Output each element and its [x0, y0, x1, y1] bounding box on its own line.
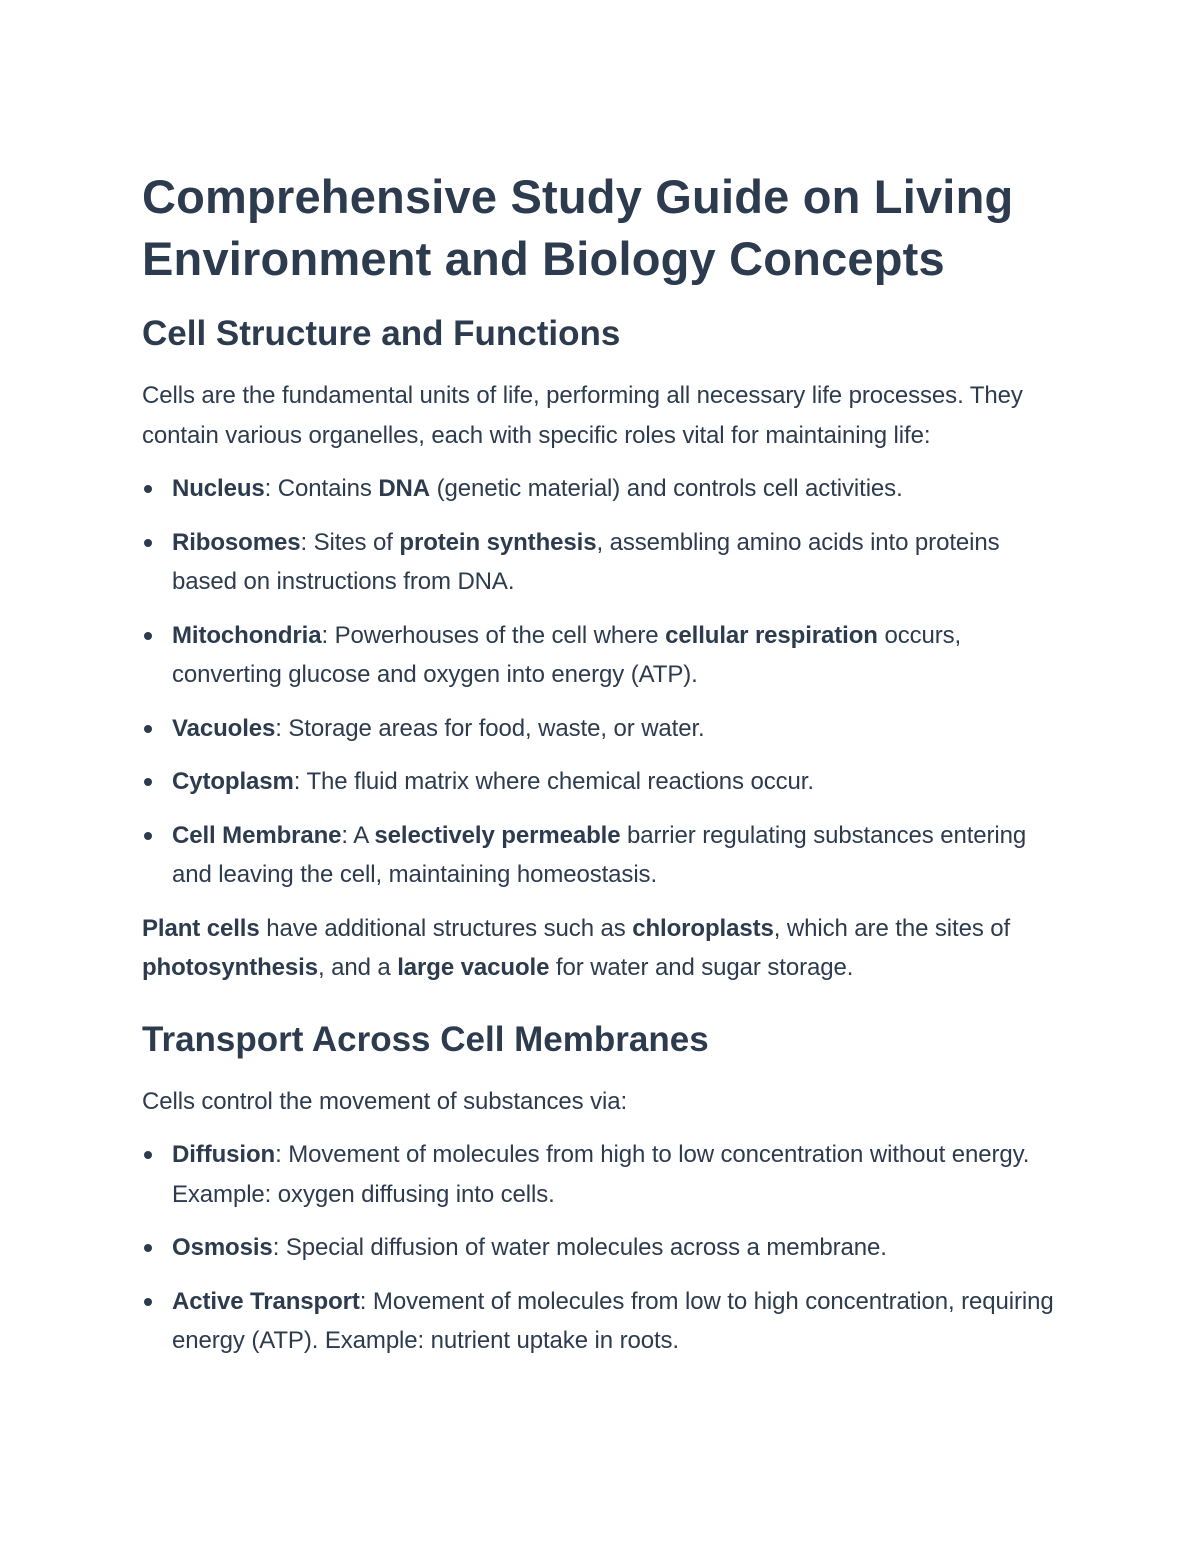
text-run: Cells control the movement of substances via: [142, 1087, 628, 1115]
bold-term: Active Transport [172, 1287, 360, 1315]
list-item [142, 762, 1062, 802]
list-item [142, 1228, 1062, 1268]
list-item [142, 816, 1062, 895]
text-run: , and a [317, 954, 398, 981]
bullet-icon [144, 778, 152, 786]
section [142, 312, 1062, 988]
bold-term: chloroplasts [632, 914, 774, 942]
bullet-icon [144, 632, 152, 640]
text-run: for water and sugar storage. [549, 954, 854, 981]
section-intro [142, 1082, 1062, 1122]
bold-term: Diffusion [172, 1141, 276, 1168]
list-item [142, 709, 1062, 749]
bold-term: Cytoplasm [172, 768, 294, 795]
bullet-icon [144, 539, 152, 547]
bullet-list [142, 1135, 1062, 1361]
section-heading: Transport Across Cell Membranes [142, 1019, 709, 1059]
section-heading: Cell Structure and Functions [142, 314, 621, 353]
bold-term: photosynthesis [142, 954, 318, 981]
bold-term: Cell Membrane [172, 821, 342, 849]
bold-term: Nucleus [172, 475, 265, 502]
bold-term: Vacuoles [172, 714, 276, 742]
section-outro [142, 909, 1062, 988]
bullet-icon [144, 1244, 152, 1252]
bullet-icon [144, 832, 152, 840]
text-run: : Sites of [300, 528, 400, 556]
text-run: have additional structures such as [259, 914, 633, 942]
text-run: : A [341, 821, 375, 849]
list-item [142, 616, 1062, 695]
text-run: : Storage areas for food, waste, or water. [275, 714, 705, 742]
bold-term: selectively permeable [374, 821, 621, 849]
text-run: , assembling amino acids into proteins based on instructions from DNA. [172, 528, 1000, 595]
text-run: : Powerhouses of the cell where [321, 621, 666, 649]
bold-term: Osmosis [172, 1234, 273, 1261]
text-run: : Movement of molecules from low to high concentration, requiring energy (ATP). Example: nutrient uptake in roots. [172, 1287, 1054, 1354]
section [142, 1018, 1062, 1361]
bold-term: cellular respiration [665, 621, 878, 649]
bold-term: DNA [378, 475, 431, 502]
bullet-list [142, 469, 1062, 895]
bold-term: Mitochondria [172, 621, 322, 649]
document-title: Comprehensive Study Guide on Living Environment and Biology Concepts [142, 170, 1014, 285]
bullet-icon [144, 725, 152, 733]
list-item [142, 523, 1062, 602]
bullet-icon [144, 1298, 152, 1306]
document-page [142, 166, 1062, 1375]
text-run: : Movement of molecules from high to low concentration without energy. Example: oxygen diffusing into cells. [172, 1141, 1030, 1208]
text-run: (genetic material) and controls cell activities. [430, 475, 903, 502]
bold-term: protein synthesis [399, 528, 597, 556]
bold-term: Plant cells [142, 914, 260, 942]
text-run: barrier regulating substances entering and leaving the cell, maintaining homeostasis. [172, 821, 1027, 888]
text-run: Cells are the fundamental units of life, performing all necessary life processes. They contain various organelles, each with specific roles vital for maintaining life: [142, 382, 1023, 449]
text-run: : Contains [264, 475, 379, 502]
bold-term: Ribosomes [172, 528, 301, 556]
list-item [142, 1135, 1062, 1214]
list-item [142, 1282, 1062, 1361]
text-run: , which are the sites of [773, 914, 1011, 942]
bullet-icon [144, 1151, 152, 1159]
section-intro [142, 376, 1062, 455]
text-run: : Special diffusion of water molecules across a membrane. [272, 1234, 887, 1261]
text-run: occurs, converting glucose and oxygen into energy (ATP). [172, 621, 962, 688]
bullet-icon [144, 485, 152, 493]
bold-term: large vacuole [397, 954, 550, 981]
list-item [142, 469, 1062, 509]
text-run: : The fluid matrix where chemical reactions occur. [293, 768, 814, 795]
